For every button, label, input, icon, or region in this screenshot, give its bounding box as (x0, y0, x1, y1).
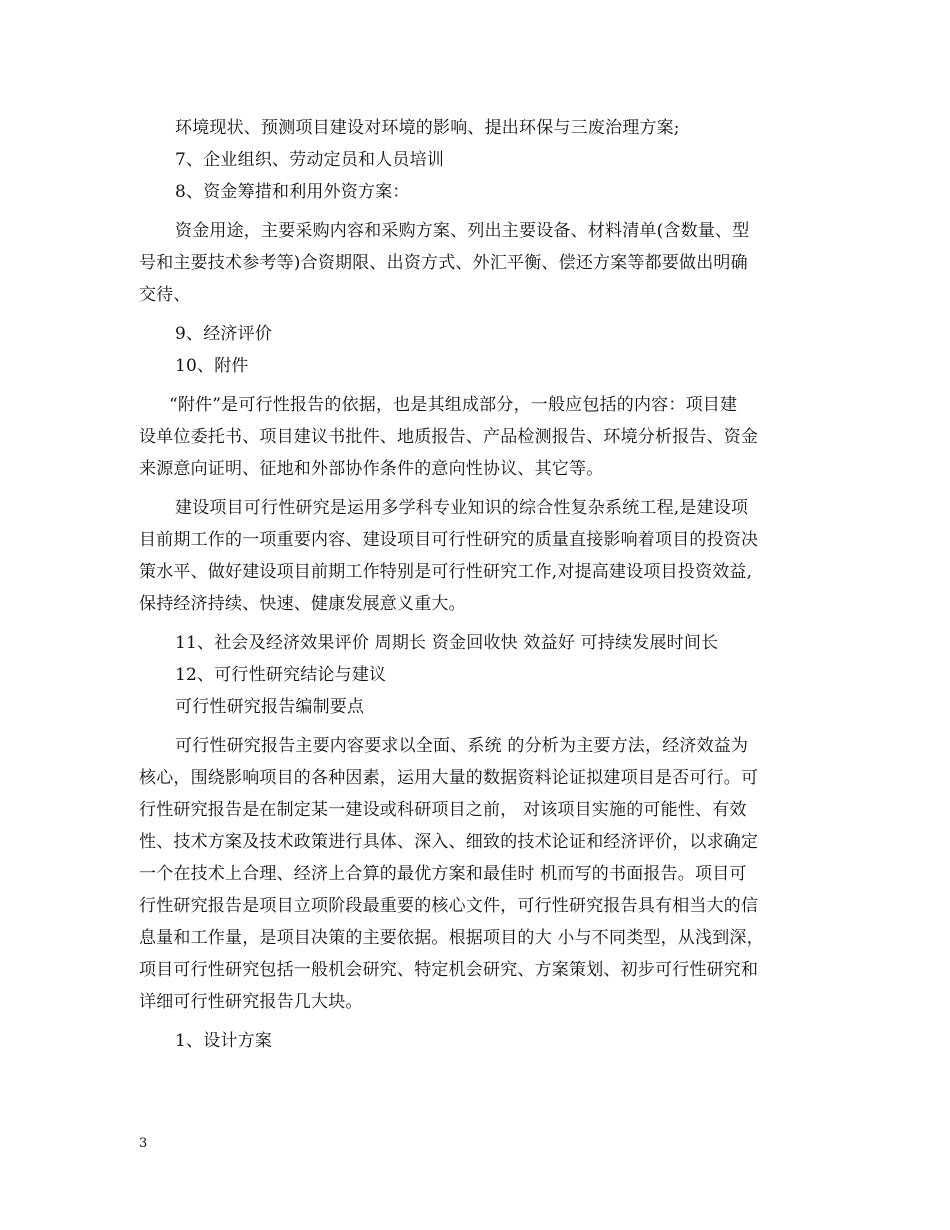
page-number: 3 (139, 1136, 148, 1151)
paragraph-line: 交待、 (139, 285, 191, 305)
list-item-8: 8、资金筹措和利用外资方案： (175, 182, 410, 202)
list-item-12: 12、可行性研究结论与建议 (175, 665, 387, 685)
list-item-7: 7、企业组织、劳动定员和人员培训 (175, 150, 445, 170)
paragraph-line: 一个在技术上合理、经济上合算的最优方案和最佳时 机而写的书面报告。项目可 (139, 864, 747, 884)
paragraph-line: 行性研究报告是项目立项阶段最重要的核心文件，可行性研究报告具有相当大的信 (139, 896, 759, 916)
paragraph-line: 详细可行性研究报告几大块。 (139, 992, 363, 1012)
section-heading: 可行性研究报告编制要点 (175, 697, 365, 717)
list-item-11: 11、社会及经济效果评价 周期长 资金回收快 效益好 可持续发展时间长 (175, 633, 719, 653)
paragraph-line: 目前期工作的一项重要内容、建设项目可行性研究的质量直接影响着项目的投资决 (139, 530, 759, 550)
paragraph-line: “附件”是可行性报告的依据，也是其组成部分，一般应包括的内容：项目建 (169, 395, 738, 415)
paragraph-line: 息量和工作量，是项目决策的主要依据。根据项目的大 小与不同类型，从浅到深， (139, 928, 764, 948)
document-body (139, 112, 819, 1057)
paragraph-line: 来源意向证明、征地和外部协作条件的意向性协议、其它等。 (139, 459, 604, 479)
paragraph-line: 资金用途，主要采购内容和采购方案、列出主要设备、材料清单(含数量、型 (175, 221, 750, 241)
paragraph-line: 可行性研究报告主要内容要求以全面、系统 的分析为主要方法，经济效益为 (175, 736, 749, 756)
paragraph-line: 策水平、做好建设项目前期工作特别是可行性研究工作,对提高建设项目投资效益, (139, 562, 753, 582)
list-item-9: 9、经济评价 (175, 324, 273, 344)
paragraph-line: 设单位委托书、项目建议书批件、地质报告、产品检测报告、环境分析报告、资金 (139, 427, 759, 447)
paragraph-line: 项目可行性研究包括一般机会研究、特定机会研究、方案策划、初步可行性研究和 (139, 960, 759, 980)
paragraph-line: 性、技术方案及技术政策进行具体、深入、细致的技术论证和经济评价，以求确定 (139, 832, 759, 852)
paragraph-line: 号和主要技术参考等)合资期限、出资方式、外汇平衡、偿还方案等都要做出明确 (139, 253, 748, 273)
text-line: 环境现状、预测项目建设对环境的影响、提出环保与三废治理方案; (175, 118, 680, 138)
paragraph-line: 建设项目可行性研究是运用多学科专业知识的综合性复杂系统工程,是建设项 (175, 498, 749, 518)
paragraph-line: 保持经济持续、快速、健康发展意义重大。 (139, 594, 466, 614)
list-item-10: 10、附件 (175, 356, 249, 376)
paragraph-line: 行性研究报告是在制定某一建设或科研项目之前， 对该项目实施的可能性、有效 (139, 800, 747, 820)
list-item-1: 1、设计方案 (175, 1031, 273, 1051)
paragraph-line: 核心，围绕影响项目的各种因素，运用大量的数据资料论证拟建项目是否可行。可 (139, 768, 759, 788)
